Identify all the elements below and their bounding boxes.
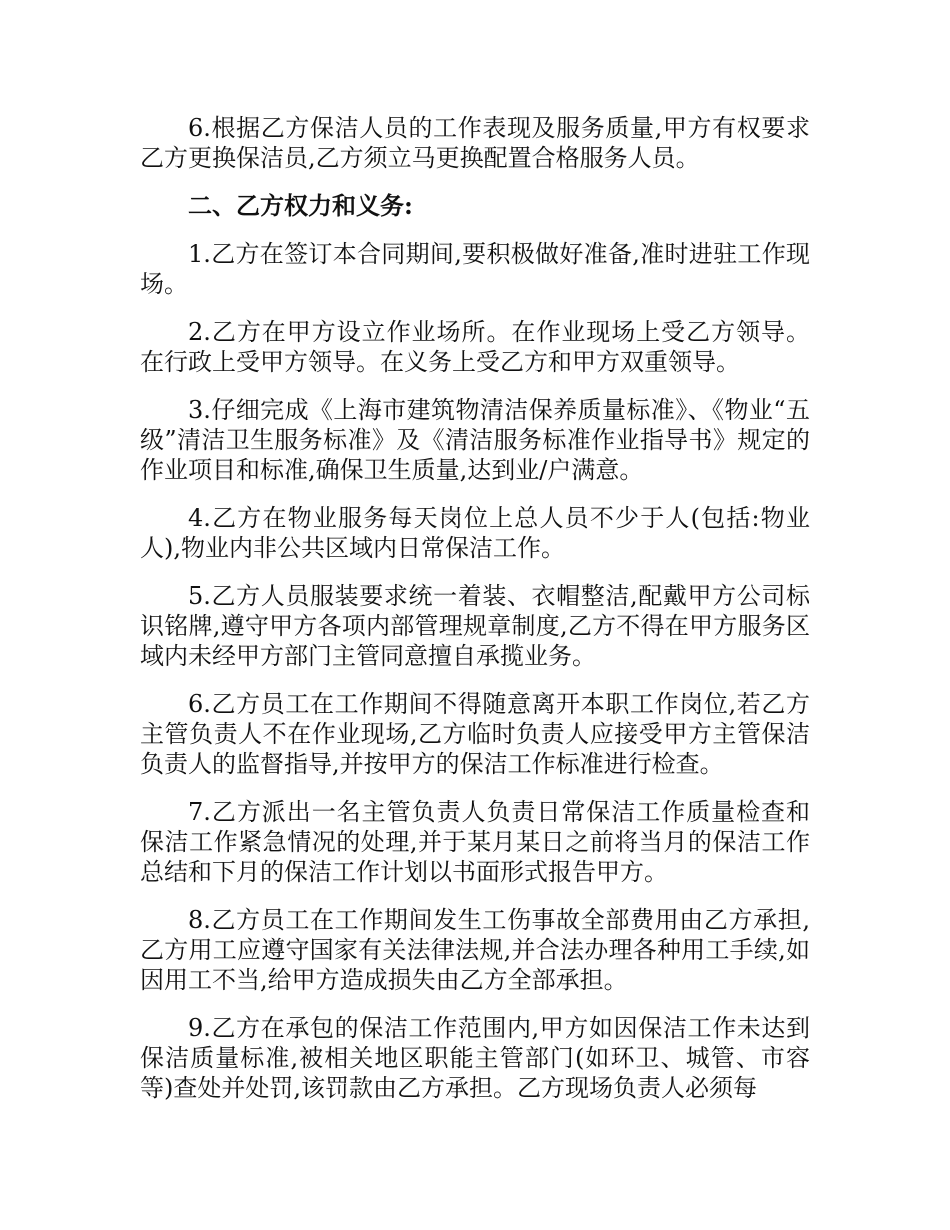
section-heading-party-b-rights: 二、乙方权力和义务: [188,191,413,220]
clause-b8-injury: 8.乙方员工在工作期间发生工伤事故全部费用由乙方承担,乙方用工应遵守国家有关法律法规,并合法办理各种用工手续,如因用工不当,给甲方造成损失由乙方全部承担。 [140,906,810,994]
clause-b2-leadership: 2.乙方在甲方设立作业场所。在作业现场上受乙方领导。在行政上受甲方领导。在义务上受乙方和甲方双重领导。 [140,318,810,376]
clause-b4-staffing: 4.乙方在物业服务每天岗位上总人员不少于人(包括:物业人),物业内非公共区域内日常保洁工作。 [140,504,810,562]
clause-b5-uniform: 5.乙方人员服装要求统一着装、衣帽整洁,配戴甲方公司标识铭牌,遵守甲方各项内部管理规章制度,乙方不得在甲方服务区域内未经甲方部门主管同意擅自承揽业务。 [140,582,810,670]
clause-6-replace-staff: 6.根据乙方保洁人员的工作表现及服务质量,甲方有权要求乙方更换保洁员,乙方须立马更换配置合格服务人员。 [140,114,810,172]
clause-b7-reporting: 7.乙方派出一名主管负责人负责日常保洁工作质量检查和保洁工作紧急情况的处理,并于某月某日之前将当月的保洁工作总结和下月的保洁工作计划以书面形式报告甲方。 [140,798,810,886]
clause-b9-penalties: 9.乙方在承包的保洁工作范围内,甲方如因保洁工作未达到保洁质量标准,被相关地区职能主管部门(如环卫、城管、市容等)查处并处罚,该罚款由乙方承担。乙方现场负责人必须每 [140,1014,810,1102]
clause-b3-standards: 3.仔细完成《上海市建筑物清洁保养质量标准》、《物业“五级”清洁卫生服务标准》及《清洁服务标准作业指导书》规定的作业项目和标准,确保卫生质量,达到业/户满意。 [140,396,810,484]
document-body [140,113,810,1121]
clause-b1-entry: 1.乙方在签订本合同期间,要积极做好准备,准时进驻工作现场。 [140,240,810,298]
clause-b6-supervision: 6.乙方员工在工作期间不得随意离开本职工作岗位,若乙方主管负责人不在作业现场,乙方临时负责人应接受甲方主管保洁负责人的监督指导,并按甲方的保洁工作标准进行检查。 [140,690,810,778]
